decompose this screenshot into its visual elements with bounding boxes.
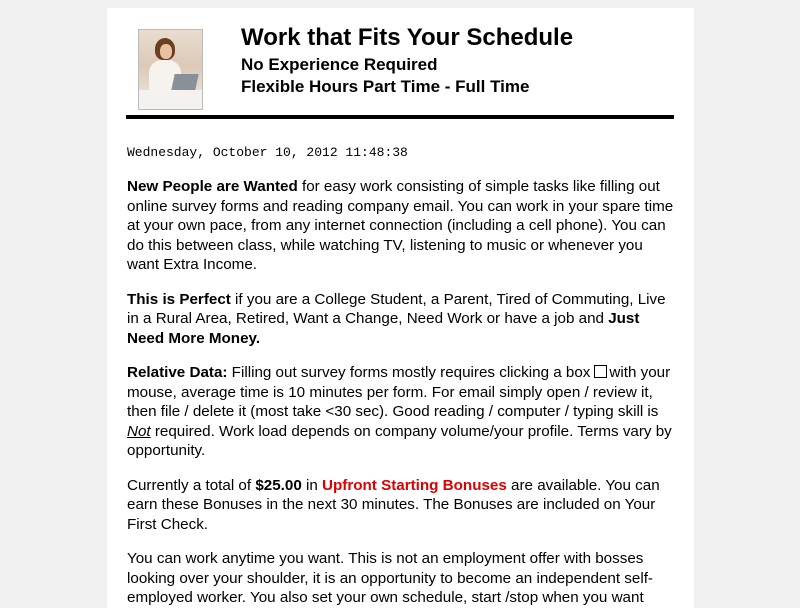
relative-data-text-a: Filling out survey forms mostly requires clicking a box bbox=[227, 364, 591, 381]
header bbox=[107, 8, 694, 113]
checkbox-icon bbox=[594, 365, 607, 378]
bonuses-text-a: Currently a total of bbox=[127, 476, 256, 494]
subtitle-experience: No Experience Required bbox=[241, 55, 438, 74]
header-divider bbox=[126, 115, 674, 119]
bonuses-text-c: are available. You can earn these Bonuses in the next 30 minutes. The Bonuses are included on Your First Check. bbox=[127, 476, 660, 533]
relative-data-text-c: required. Work load depends on company volume/your profile. Terms vary by opportunity. bbox=[127, 422, 672, 459]
paragraph-bonuses bbox=[127, 476, 675, 535]
email-page bbox=[107, 8, 694, 608]
work-anytime-text: You can work anytime you want. This is not an employment offer with bosses looking over your shoulder, it is an opportunity to become an independent self-employed worker. You also set your own schedule, start /stop when you want bbox=[127, 550, 653, 606]
bonus-amount: $25.00 bbox=[255, 476, 302, 494]
bonuses-text-b: in bbox=[301, 476, 323, 494]
more-money-text: Just Need More Money. bbox=[127, 310, 640, 347]
timestamp: Wednesday, October 10, 2012 11:48:38 bbox=[127, 145, 408, 160]
relative-data-text-b: with your mouse, average time is 10 minutes per form. For email simply open / review it, then file / delete it (most take <30 sec). Good reading / computer / typing skill is bbox=[127, 364, 671, 420]
subtitle-hours: Flexible Hours Part Time - Full Time bbox=[241, 77, 530, 96]
email-body bbox=[127, 145, 675, 608]
paragraph-work-anytime bbox=[127, 549, 675, 608]
paragraph-new-people bbox=[127, 177, 675, 275]
woman-with-laptop-photo bbox=[138, 29, 203, 110]
upfront-bonuses-highlight: Upfront Starting Bonuses bbox=[322, 476, 507, 494]
paragraph-relative-data bbox=[127, 363, 675, 461]
page-title: Work that Fits Your Schedule bbox=[241, 24, 574, 51]
relative-data-heading: Relative Data: bbox=[127, 364, 228, 381]
paragraph-perfect bbox=[127, 290, 675, 349]
new-people-heading: New People are Wanted bbox=[127, 178, 298, 195]
perfect-text: if you are a College Student, a Parent, Tired of Commuting, Live in a Rural Area, Retired, Want a Change, Need Work or have a job and bbox=[127, 290, 666, 327]
not-emphasis: Not bbox=[127, 422, 151, 440]
perfect-heading: This is Perfect bbox=[127, 290, 231, 308]
new-people-text: for easy work consisting of simple tasks like filling out online survey forms and reading company email. You can work in your spare time at your own pace, from any internet connection (including a cell phone). You can do this between class, while watching TV, listening to music or whenever you want Extra Income. bbox=[127, 178, 674, 273]
